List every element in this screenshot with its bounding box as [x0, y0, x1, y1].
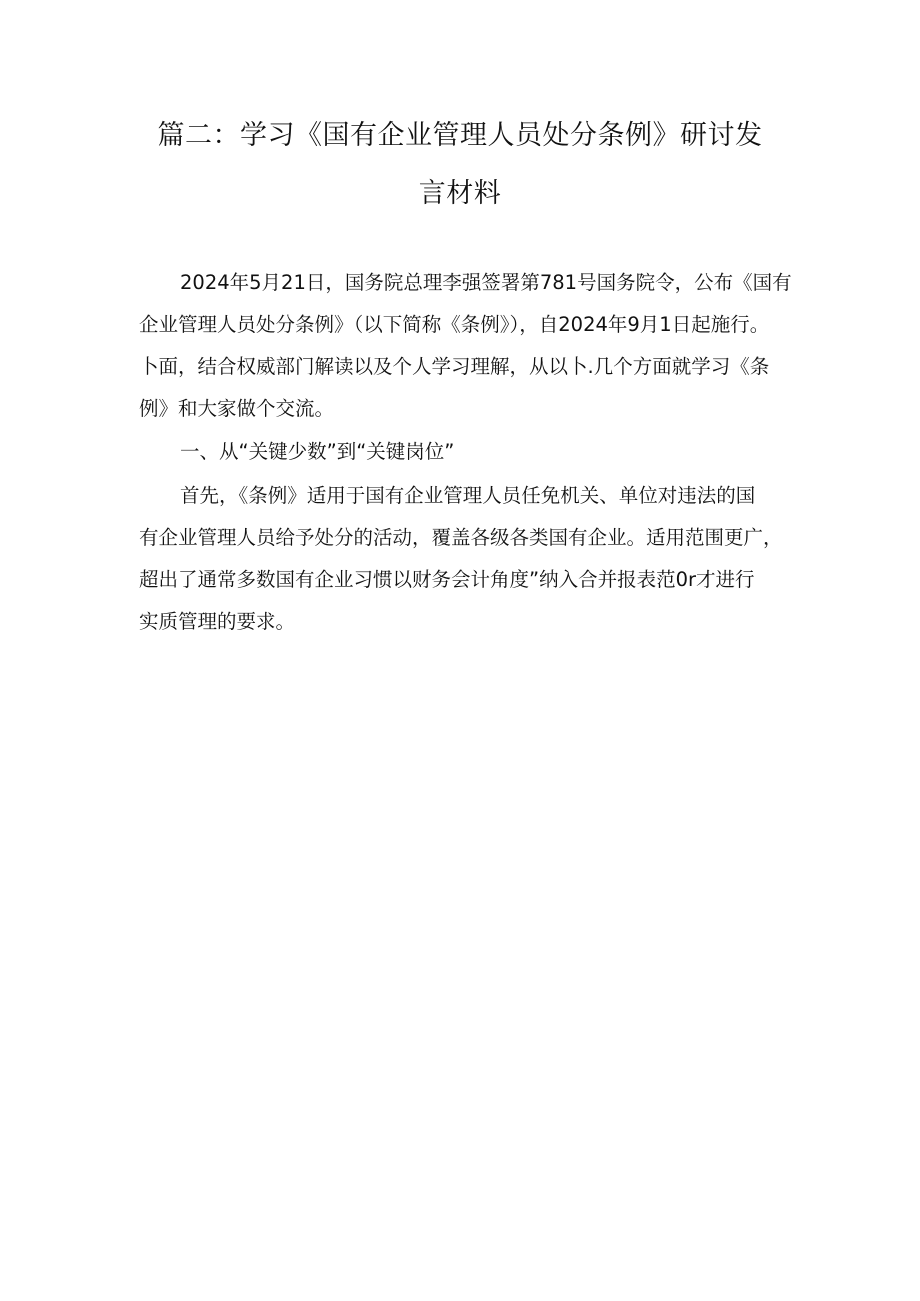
- paragraph-2-line-2: 有企业管理人员给予处分的活动，覆盖各级各类国有企业。适用范围更广，: [139, 526, 783, 549]
- document-title-line-1: 篇二：学习《国有企业管理人员处分条例》研讨发: [157, 120, 763, 151]
- paragraph-1-line-4: 例》和大家做个交流。: [139, 397, 335, 420]
- paragraph-1-line-2: 企业管理人员处分条例》（以下简称《条例》），自2024年9月1日起施行。: [139, 313, 770, 336]
- section-heading-1: 一、从“关键少数”到“关键岗位”: [180, 440, 455, 463]
- paragraph-1-line-3: 卜面，结合权威部门解读以及个人学习理解，从以卜.几个方面就学习《条: [139, 355, 770, 378]
- paragraph-2-line-3: 超出了通常多数国有企业习惯以财务会计角度”纳入合并报表范0r才进行: [139, 568, 755, 591]
- paragraph-2-line-4: 实质管理的要求。: [139, 610, 296, 633]
- paragraph-1-line-1: 2024年5月21日，国务院总理李强签署第781号国务院令，公布《国有: [180, 271, 792, 294]
- document-title-line-2: 言材料: [418, 178, 502, 209]
- paragraph-2-line-1: 首先，《条例》适用于国有企业管理人员任免机关、单位对违法的国: [180, 484, 756, 507]
